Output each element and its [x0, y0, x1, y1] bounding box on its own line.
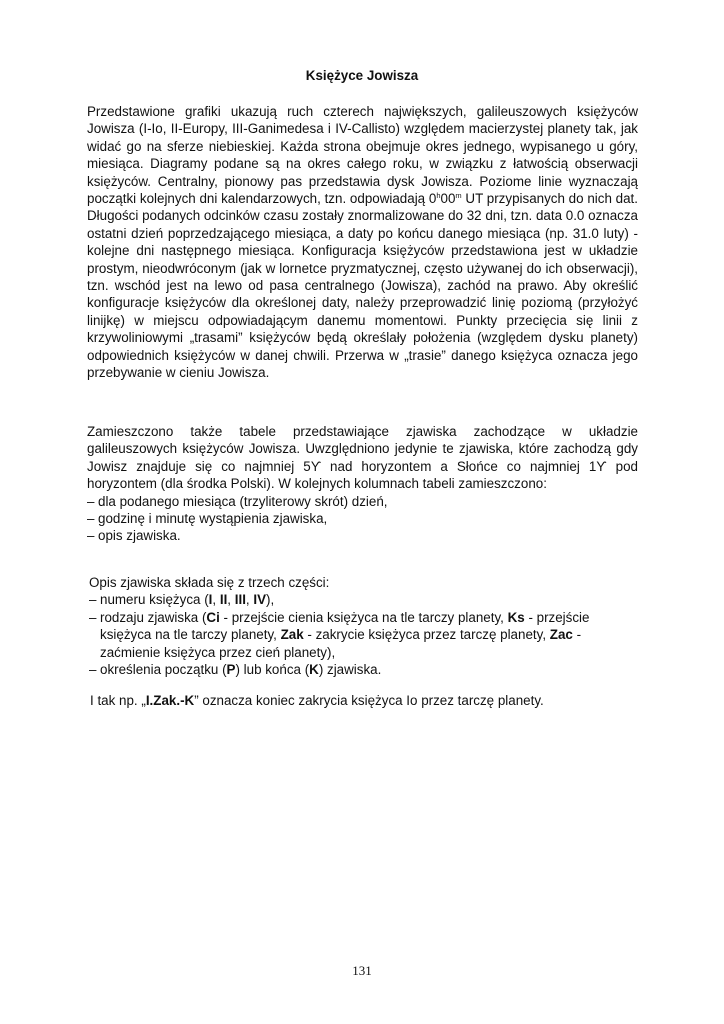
list-item-text: opis zjawiska.	[98, 528, 181, 544]
list-item	[89, 609, 642, 661]
list-item-text: ) lub końca (	[235, 662, 310, 678]
separator: ,	[212, 592, 220, 608]
tables-text-part-2: nad horyzontem a Słońce co najmniej 1	[321, 458, 597, 474]
list-item-text: rodzaju zjawiska (	[100, 609, 207, 625]
page-number: 131	[352, 963, 372, 978]
description-list	[89, 591, 642, 678]
example-code: I.Zak.-K	[145, 693, 195, 708]
list-item	[89, 661, 642, 678]
phase-code: P	[226, 662, 236, 678]
moon-number: IV	[253, 592, 267, 608]
list-item	[87, 510, 638, 527]
dash-bullet: –	[87, 493, 95, 509]
degree-symbol: ϒ	[596, 458, 607, 474]
dash-bullet: –	[87, 528, 95, 544]
example-text: ” oznacza koniec zakrycia księżyca Io przez tarczę planety.	[194, 693, 544, 708]
dash-bullet: –	[89, 592, 97, 608]
list-item	[89, 591, 642, 608]
dash-bullet: –	[87, 511, 95, 527]
minutes-superscript: m	[455, 191, 462, 201]
tables-text-part-1: Zamieszczono także tabele przedstawiające zjawiska zachodzące w układzie galileuszowych księżyców Jowisza. Uwzględniono jedynie te zjawiska, które zachodzą gdy Jowisz znajduje się co najmniej 5	[87, 424, 638, 474]
list-item-text: godzinę i minutę wystąpienia zjawiska,	[98, 511, 328, 527]
intro-text-part-2: UT przypisanych do nich dat. Długości podanych odcinków czasu zostały znormalizowane do 32 dni, tzn. data 0.0 oznacza ostatni dzień poprzedzającego miesiąca, a daty po końcu danego miesiąca (np. 31.0 luty) - kolejne dni następnego miesiąca. Konfiguracja księżyców przedstawiona jest w układzie prostym, nieodwróconym (jak w lornetce pryzmatycznej, często używanej do ich obserwacji), tzn. wschód jest na lewo od pasa centralnego (Jowisza), zachód na prawo. Aby określić konfiguracje księżyców dla określonej daty, należy przeprowadzić linię poziomą (przyłożyć linijkę) w miejscu odpowiadającym danemu momentowi. Punkty przecięcia się linii z krzywoliniowymi „trasami” księżyców będą określały położenia (względem dysku planety) odpowiednich księżyców w danej chwili. Przerwa w „trasie” danego księżyca oznacza jego przebywanie w cieniu Jowisza.	[87, 191, 638, 381]
list-item	[87, 527, 638, 544]
phenomenon-description: - przejście cienia księżyca na tle tarczy planety,	[219, 609, 508, 625]
tables-paragraph	[87, 423, 638, 545]
phenomenon-code: Zac	[549, 627, 573, 643]
columns-list	[87, 493, 638, 545]
intro-text-part-1: Przedstawione grafiki ukazują ruch czterech największych, galileuszowych księżyców Jowisza (I-Io, II-Europy, III-Ganimedesa i IV-Callisto) względem macierzystej planety tak, jak widać go na sferze niebieskiej. Każda strona obejmuje okres jednego, wypisanego u góry, miesiąca. Diagramy podane są na okres całego roku, w związku z łatwością obserwacji księżyców. Centralny, pionowy pas przedstawia dysk Jowisza. Poziome linie wyznaczają początki kolejnych dni kalendarzowych, tzn. odpowiadają 0	[87, 104, 638, 207]
tables-text-part-3: pod horyzontem (dla środka Polski). W kolejnych kolumnach tabeli zamieszczono:	[87, 458, 638, 492]
phenomenon-code: Ci	[206, 609, 220, 625]
list-item	[87, 493, 638, 510]
description-paragraph	[89, 574, 642, 678]
list-item-text: ) zjawiska.	[318, 662, 382, 678]
separator: ,	[227, 592, 235, 608]
example-text: I tak np. „	[90, 693, 146, 708]
dash-bullet: –	[89, 662, 97, 678]
separator: ,	[245, 592, 254, 608]
example-paragraph	[90, 692, 643, 709]
tables-description	[87, 423, 638, 493]
moon-number: II	[219, 592, 228, 608]
degree-symbol: ϒ	[310, 458, 322, 474]
hours-superscript: h	[436, 191, 441, 201]
moon-number: I	[208, 592, 213, 608]
phenomenon-description: - zaćmienie księżyca przez cień planety),	[100, 627, 582, 660]
list-item-text: określenia początku (	[100, 662, 227, 678]
phenomenon-code: Ks	[507, 609, 525, 625]
phase-code: K	[309, 662, 319, 678]
moon-number: III	[234, 592, 246, 608]
phenomenon-description: - zakrycie księżyca przez tarczę planety,	[303, 627, 550, 643]
minutes-value: 00	[440, 191, 456, 207]
dash-bullet: –	[89, 609, 97, 625]
phenomenon-description: - przejście księżyca na tle tarczy planety,	[100, 609, 590, 643]
phenomenon-code: Zak	[280, 627, 304, 643]
intro-paragraph	[87, 103, 638, 382]
list-item-text: numeru księżyca (	[100, 592, 209, 608]
page-title: Księżyce Jowisza	[305, 68, 419, 83]
description-intro: Opis zjawiska składa się z trzech części:	[89, 575, 330, 590]
list-item-text: dla podanego miesiąca (trzyliterowy skrót) dzień,	[98, 493, 388, 509]
list-item-text: ),	[266, 592, 275, 608]
